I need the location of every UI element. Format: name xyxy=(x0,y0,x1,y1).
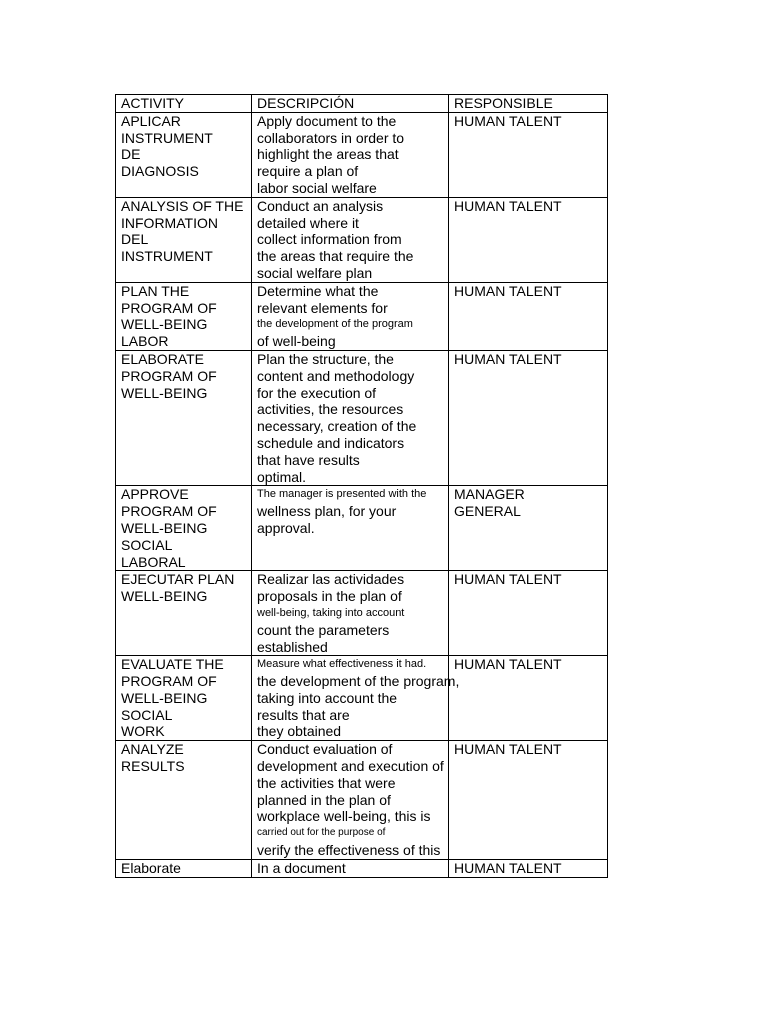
description-line: wellness plan, for your xyxy=(257,503,397,520)
table-row xyxy=(116,741,608,860)
activity-line: WELL-BEING xyxy=(121,689,208,706)
activity-line: ANALYSIS OF THE xyxy=(121,197,244,214)
description-cell xyxy=(252,656,460,741)
responsible-line: HUMAN TALENT xyxy=(454,197,562,214)
description-line: content and methodology xyxy=(257,367,415,384)
description-line: social welfare plan xyxy=(257,264,373,281)
description-line: the activities that were xyxy=(257,774,396,791)
activity-line: WELL-BEING xyxy=(121,588,208,605)
description-line: the development of the program, xyxy=(257,673,460,690)
description-cell xyxy=(252,197,449,282)
description-line: planned in the plan of xyxy=(257,791,391,808)
responsible-line: HUMAN TALENT xyxy=(454,741,562,758)
activity-cell xyxy=(116,197,252,282)
responsible-cell xyxy=(449,656,608,741)
responsible-line: GENERAL xyxy=(454,503,521,520)
description-line: results that are xyxy=(257,706,350,723)
description-line: Apply document to the xyxy=(257,112,397,129)
activity-line: WELL-BEING xyxy=(121,384,208,401)
activity-cell xyxy=(116,859,252,877)
description-cell xyxy=(252,282,449,350)
description-line: require a plan of xyxy=(257,163,359,180)
description-line: activities, the resources xyxy=(257,401,404,418)
activity-cell xyxy=(116,486,252,571)
table-row xyxy=(116,112,608,197)
responsible-line: HUMAN TALENT xyxy=(454,282,562,299)
header-responsible: RESPONSIBLE xyxy=(449,95,608,113)
activity-line: ANALYZE xyxy=(121,741,184,758)
responsible-cell xyxy=(449,859,608,877)
description-line: taking into account the xyxy=(257,689,398,706)
table-row xyxy=(116,656,608,741)
description-line: the areas that require the xyxy=(257,248,414,265)
responsible-line: HUMAN TALENT xyxy=(454,656,562,673)
responsible-cell xyxy=(449,741,608,860)
activity-line: PLAN THE xyxy=(121,282,190,299)
description-line: established xyxy=(257,638,328,655)
activity-cell xyxy=(116,656,252,741)
description-line: of well-being xyxy=(257,333,336,350)
activity-line: LABOR xyxy=(121,333,169,350)
description-line: verify the effectiveness of this xyxy=(257,842,441,859)
activity-line: WORK xyxy=(121,723,165,740)
description-line: schedule and indicators xyxy=(257,434,405,451)
responsible-line: HUMAN TALENT xyxy=(454,571,562,588)
header-description: DESCRIPCIÓN xyxy=(252,95,449,113)
description-line: labor social welfare xyxy=(257,179,377,196)
description-line: necessary, creation of the xyxy=(257,418,417,435)
activity-cell xyxy=(116,741,252,860)
description-line: approval. xyxy=(257,519,315,536)
description-line: highlight the areas that xyxy=(257,146,399,163)
activity-line: SOCIAL xyxy=(121,706,173,723)
activity-line: ELABORATE xyxy=(121,350,204,367)
table-row xyxy=(116,486,608,571)
table-row xyxy=(116,197,608,282)
activity-line: DEL xyxy=(121,231,149,248)
description-cell xyxy=(252,571,449,656)
description-line: relevant elements for xyxy=(257,299,388,316)
description-line: collaborators in order to xyxy=(257,129,405,146)
description-line: Measure what effectiveness it had. xyxy=(257,658,427,671)
activity-line: LABORAL xyxy=(121,553,186,570)
activity-line: INSTRUMENT xyxy=(121,248,213,265)
description-line: proposals in the plan of xyxy=(257,588,402,605)
responsible-cell xyxy=(449,571,608,656)
activities-table xyxy=(115,94,608,878)
description-line: In a document xyxy=(257,859,346,876)
description-line: that have results xyxy=(257,451,360,468)
description-cell xyxy=(252,741,449,860)
activity-line: DIAGNOSIS xyxy=(121,163,199,180)
responsible-line: HUMAN TALENT xyxy=(454,112,562,129)
description-line: Conduct an analysis xyxy=(257,197,384,214)
table-body xyxy=(116,95,608,878)
description-line: Conduct evaluation of xyxy=(257,741,393,758)
description-line: well-being, taking into account xyxy=(257,606,405,619)
table-row xyxy=(116,859,608,877)
activity-cell xyxy=(116,571,252,656)
activity-line: INSTRUMENT xyxy=(121,129,213,146)
description-line: The manager is presented with the xyxy=(257,488,427,501)
activity-line: WELL-BEING xyxy=(121,519,208,536)
header-activity: ACTIVITY xyxy=(116,95,252,113)
description-line: Realizar las actividades xyxy=(257,571,405,588)
activity-line: RESULTS xyxy=(121,758,185,775)
activity-line: PROGRAM OF xyxy=(121,299,217,316)
responsible-cell xyxy=(449,282,608,350)
activity-cell xyxy=(116,112,252,197)
description-cell xyxy=(252,859,449,877)
description-line: optimal. xyxy=(257,468,307,485)
description-line: workplace well-being, this is xyxy=(257,808,431,825)
activity-line: PROGRAM OF xyxy=(121,503,217,520)
responsible-cell xyxy=(449,112,608,197)
description-line: carried out for the purpose of xyxy=(257,827,386,839)
description-line: development and execution of xyxy=(257,758,444,775)
activity-line: DE xyxy=(121,146,141,163)
description-line: collect information from xyxy=(257,231,402,248)
description-line: they obtained xyxy=(257,723,342,740)
activity-line: SOCIAL xyxy=(121,536,173,553)
responsible-cell xyxy=(449,197,608,282)
responsible-cell xyxy=(449,486,608,571)
description-cell xyxy=(252,350,449,485)
activity-line: PROGRAM OF xyxy=(121,673,217,690)
description-line: Plan the structure, the xyxy=(257,350,394,367)
description-line: the development of the program xyxy=(257,318,413,331)
table-header-row xyxy=(116,95,608,113)
activity-line: APLICAR xyxy=(121,112,181,129)
activity-cell xyxy=(116,350,252,485)
description-cell xyxy=(252,112,449,197)
description-line: count the parameters xyxy=(257,621,390,638)
responsible-line: MANAGER xyxy=(454,486,525,503)
activity-line: APPROVE xyxy=(121,486,189,503)
activity-cell xyxy=(116,282,252,350)
description-line: Determine what the xyxy=(257,282,379,299)
responsible-line: HUMAN TALENT xyxy=(454,859,562,876)
activity-line: WELL-BEING xyxy=(121,316,208,333)
activity-line: Elaborate xyxy=(121,859,181,876)
activity-line: EJECUTAR PLAN xyxy=(121,571,235,588)
table-row xyxy=(116,282,608,350)
table-row xyxy=(116,350,608,485)
table-row xyxy=(116,571,608,656)
description-cell xyxy=(252,486,449,571)
responsible-line: HUMAN TALENT xyxy=(454,350,562,367)
activity-line: INFORMATION xyxy=(121,214,218,231)
responsible-cell xyxy=(449,350,608,485)
activity-line: PROGRAM OF xyxy=(121,367,217,384)
description-line: for the execution of xyxy=(257,384,377,401)
description-line: detailed where it xyxy=(257,214,359,231)
activity-line: EVALUATE THE xyxy=(121,656,224,673)
